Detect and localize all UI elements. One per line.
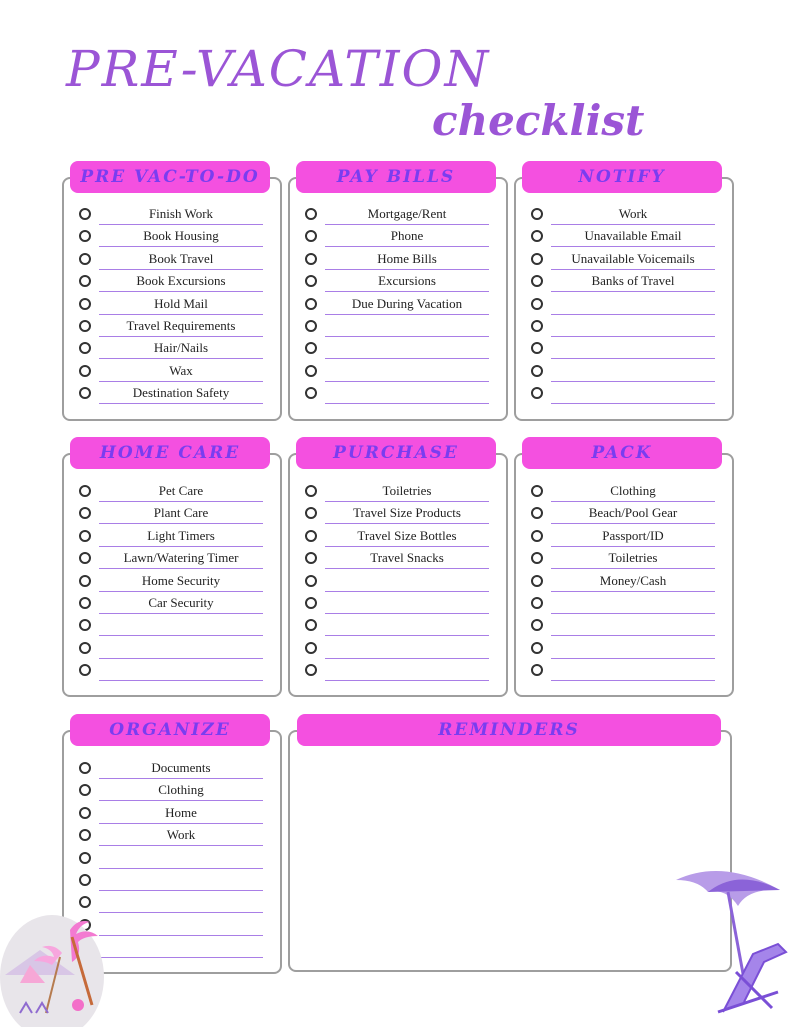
checkbox-circle[interactable]: [79, 253, 91, 265]
checkbox-circle[interactable]: [531, 365, 543, 377]
checkbox-circle[interactable]: [305, 298, 317, 310]
checkbox-circle[interactable]: [79, 575, 91, 587]
checklist-item-label: Destination Safety: [132, 385, 230, 401]
checklist-item-label: Work: [166, 827, 196, 843]
organize-title: ORGANIZE: [109, 720, 231, 740]
checkbox-circle[interactable]: [305, 208, 317, 220]
checkbox-circle[interactable]: [531, 552, 543, 564]
checklist-item[interactable]: [79, 757, 265, 779]
checklist-item[interactable]: [305, 248, 491, 270]
checklist-item[interactable]: [531, 480, 717, 502]
checklist-item[interactable]: [79, 847, 265, 869]
home-care-title: HOME CARE: [99, 443, 241, 463]
checkbox-circle[interactable]: [79, 664, 91, 676]
checklist-item[interactable]: [305, 337, 491, 359]
checkbox-circle[interactable]: [305, 507, 317, 519]
checklist-item-label: Travel Size Bottles: [357, 527, 457, 543]
checklist-item[interactable]: [305, 315, 491, 337]
checkbox-circle[interactable]: [79, 230, 91, 242]
pay-bills-title: PAY BILLS: [336, 167, 456, 187]
checkbox-circle[interactable]: [531, 230, 543, 242]
checklist-item[interactable]: [531, 360, 717, 382]
checklist-item-label: Book Housing: [143, 228, 219, 244]
checkbox-circle[interactable]: [305, 485, 317, 497]
checklist-item-label: Clothing: [158, 782, 204, 798]
checklist-item[interactable]: [531, 315, 717, 337]
checkbox-circle[interactable]: [305, 387, 317, 399]
checklist-item[interactable]: [79, 592, 265, 614]
checklist-item[interactable]: [79, 802, 265, 824]
checklist-item[interactable]: [305, 547, 491, 569]
checklist-item[interactable]: [79, 659, 265, 681]
checkbox-circle[interactable]: [531, 298, 543, 310]
checklist-item-label: Hair/Nails: [153, 340, 209, 356]
organize-header: [70, 714, 270, 746]
checkbox-circle[interactable]: [305, 575, 317, 587]
checklist-item[interactable]: [79, 547, 265, 569]
checklist-item-label: Lawn/Watering Timer: [123, 550, 239, 566]
checklist-item[interactable]: [531, 614, 717, 636]
reminders-title: REMINDERS: [438, 720, 580, 740]
checklist-item[interactable]: [531, 382, 717, 404]
checkbox-circle[interactable]: [79, 507, 91, 519]
checkbox-circle[interactable]: [79, 642, 91, 654]
checklist-item-label: Clothing: [610, 483, 656, 498]
checklist-item[interactable]: [531, 547, 717, 569]
checklist-item[interactable]: [305, 570, 491, 592]
checklist-item-label: Work: [618, 206, 648, 221]
pack-title: PACK: [591, 443, 653, 463]
checklist-item-label: Book Travel: [148, 250, 214, 266]
checkbox-circle[interactable]: [531, 342, 543, 354]
checkbox-circle[interactable]: [305, 552, 317, 564]
checklist-item-label: Phone: [390, 228, 424, 244]
purchase-header: [296, 437, 496, 469]
checklist-item[interactable]: [305, 637, 491, 659]
checkbox-circle[interactable]: [305, 642, 317, 654]
checklist-item[interactable]: [79, 203, 265, 225]
checklist-item[interactable]: [531, 592, 717, 614]
checklist-item[interactable]: [531, 203, 717, 225]
checklist-item-label: Beach/Pool Gear: [588, 505, 678, 521]
checkbox-circle[interactable]: [531, 253, 543, 265]
page-title: PRE-VACATION: [66, 40, 491, 98]
checklist-item[interactable]: [531, 337, 717, 359]
home-care-header: [70, 437, 270, 469]
checklist-item-label: Pet Care: [158, 483, 204, 498]
checklist-item[interactable]: [79, 248, 265, 270]
checklist-item[interactable]: [531, 502, 717, 524]
checkbox-circle[interactable]: [79, 552, 91, 564]
palm-trees-icon: [0, 905, 130, 1027]
writing-line: [99, 680, 263, 681]
writing-line: [325, 680, 489, 681]
checklist-item[interactable]: [531, 248, 717, 270]
checkbox-circle[interactable]: [531, 530, 543, 542]
checklist-item-label: Finish Work: [148, 206, 214, 221]
checklist-item[interactable]: [79, 480, 265, 502]
checklist-item[interactable]: [79, 614, 265, 636]
checkbox-circle[interactable]: [79, 807, 91, 819]
checklist-item-label: Hold Mail: [154, 295, 208, 311]
pack-header: [522, 437, 722, 469]
checklist-item[interactable]: [305, 659, 491, 681]
checklist-item-label: Home Bills: [377, 250, 437, 266]
checklist-item[interactable]: [305, 270, 491, 292]
checkbox-circle[interactable]: [305, 253, 317, 265]
checklist-item[interactable]: [79, 824, 265, 846]
checklist-item-label: Plant Care: [153, 505, 209, 521]
checkbox-circle[interactable]: [305, 664, 317, 676]
notify-header: [522, 161, 722, 193]
checklist-item-label: Excursions: [378, 273, 436, 289]
checkbox-circle[interactable]: [79, 342, 91, 354]
checklist-item[interactable]: [531, 659, 717, 681]
checklist-item-label: Due During Vacation: [351, 295, 463, 311]
page-subtitle: checklist: [432, 96, 645, 145]
checkbox-circle[interactable]: [79, 829, 91, 841]
checklist-item[interactable]: [79, 502, 265, 524]
checklist-item[interactable]: [531, 293, 717, 315]
checklist-item[interactable]: [79, 869, 265, 891]
checklist-item[interactable]: [531, 525, 717, 547]
checkbox-circle[interactable]: [531, 642, 543, 654]
checklist-item[interactable]: [79, 525, 265, 547]
checkbox-circle[interactable]: [531, 275, 543, 287]
checkbox-circle[interactable]: [79, 485, 91, 497]
checklist-item-label: Documents: [151, 760, 211, 775]
checkbox-circle[interactable]: [79, 874, 91, 886]
checklist-item-label: Toiletries: [382, 483, 432, 498]
checkbox-circle[interactable]: [79, 275, 91, 287]
checklist-item-label: Home Security: [141, 572, 221, 588]
checklist-item-label: Banks of Travel: [591, 273, 675, 289]
checklist-item-label: Travel Snacks: [370, 550, 444, 566]
checklist-item[interactable]: [531, 637, 717, 659]
checklist-item[interactable]: [305, 614, 491, 636]
checkbox-circle[interactable]: [79, 619, 91, 631]
checkbox-circle[interactable]: [79, 320, 91, 332]
checklist-item-label: Toiletries: [608, 550, 658, 566]
checkbox-circle[interactable]: [305, 597, 317, 609]
checkbox-circle[interactable]: [79, 387, 91, 399]
checklist-item-label: Travel Requirements: [126, 318, 236, 333]
writing-line: [325, 403, 489, 404]
checklist-item[interactable]: [305, 225, 491, 247]
checklist-item[interactable]: [79, 315, 265, 337]
checkbox-circle[interactable]: [531, 208, 543, 220]
writing-line: [551, 403, 715, 404]
checkbox-circle[interactable]: [79, 298, 91, 310]
checkbox-circle[interactable]: [79, 852, 91, 864]
checklist-item[interactable]: [79, 225, 265, 247]
checklist-item[interactable]: [79, 293, 265, 315]
checklist-item[interactable]: [79, 270, 265, 292]
writing-line: [551, 680, 715, 681]
checkbox-circle[interactable]: [531, 485, 543, 497]
checkbox-circle[interactable]: [305, 530, 317, 542]
checkbox-circle[interactable]: [531, 507, 543, 519]
checklist-item-label: Wax: [169, 362, 193, 378]
checkbox-circle[interactable]: [79, 762, 91, 774]
checklist-item[interactable]: [79, 360, 265, 382]
checkbox-circle[interactable]: [305, 230, 317, 242]
purchase-title: PURCHASE: [333, 443, 459, 463]
writing-line: [99, 403, 263, 404]
checkbox-circle[interactable]: [305, 365, 317, 377]
checkbox-circle[interactable]: [79, 784, 91, 796]
checkbox-circle[interactable]: [79, 365, 91, 377]
checkbox-circle[interactable]: [305, 619, 317, 631]
checklist-item-label: Passport/ID: [602, 527, 664, 543]
checklist-item[interactable]: [79, 637, 265, 659]
checklist-item[interactable]: [79, 570, 265, 592]
checkbox-circle[interactable]: [305, 342, 317, 354]
checkbox-circle[interactable]: [531, 619, 543, 631]
checklist-item[interactable]: [305, 293, 491, 315]
checkbox-circle[interactable]: [79, 530, 91, 542]
pay-bills-header: [296, 161, 496, 193]
checklist-item-label: Book Excursions: [136, 273, 226, 289]
checklist-item[interactable]: [305, 360, 491, 382]
checklist-item[interactable]: [79, 382, 265, 404]
checklist-item-label: Light Timers: [147, 527, 215, 543]
checklist-item-label: Car Security: [148, 595, 214, 610]
checklist-item[interactable]: [531, 570, 717, 592]
checklist-item[interactable]: [531, 270, 717, 292]
checklist-item-label: Unavailable Email: [584, 228, 682, 244]
checkbox-circle[interactable]: [531, 575, 543, 587]
checklist-item[interactable]: [305, 480, 491, 502]
checkbox-circle[interactable]: [79, 597, 91, 609]
checkbox-circle[interactable]: [531, 597, 543, 609]
pre-vac-to-do-header: [70, 161, 270, 193]
checkbox-circle[interactable]: [531, 387, 543, 399]
checklist-item[interactable]: [305, 592, 491, 614]
checklist-item[interactable]: [305, 382, 491, 404]
checklist-item[interactable]: [79, 337, 265, 359]
pre-vac-to-do-title: PRE VAC-TO-DO: [80, 167, 260, 187]
beach-umbrella-icon: [668, 862, 794, 1022]
checkbox-circle[interactable]: [531, 320, 543, 332]
reminders-header: [297, 714, 721, 746]
checklist-item-label: Home: [165, 804, 197, 820]
checklist-item[interactable]: [305, 525, 491, 547]
checklist-item-label: Mortgage/Rent: [367, 206, 447, 221]
checkbox-circle[interactable]: [305, 275, 317, 287]
checklist-item[interactable]: [305, 502, 491, 524]
checkbox-circle[interactable]: [531, 664, 543, 676]
checklist-item[interactable]: [531, 225, 717, 247]
checkbox-circle[interactable]: [79, 208, 91, 220]
checklist-item[interactable]: [79, 779, 265, 801]
notify-title: NOTIFY: [578, 167, 666, 187]
checkbox-circle[interactable]: [305, 320, 317, 332]
reminders-card[interactable]: [288, 730, 732, 972]
checklist-item-label: Travel Size Products: [353, 505, 461, 521]
checklist-item[interactable]: [305, 203, 491, 225]
checklist-item-label: Money/Cash: [599, 572, 667, 588]
checklist-item-label: Unavailable Voicemails: [571, 250, 695, 266]
